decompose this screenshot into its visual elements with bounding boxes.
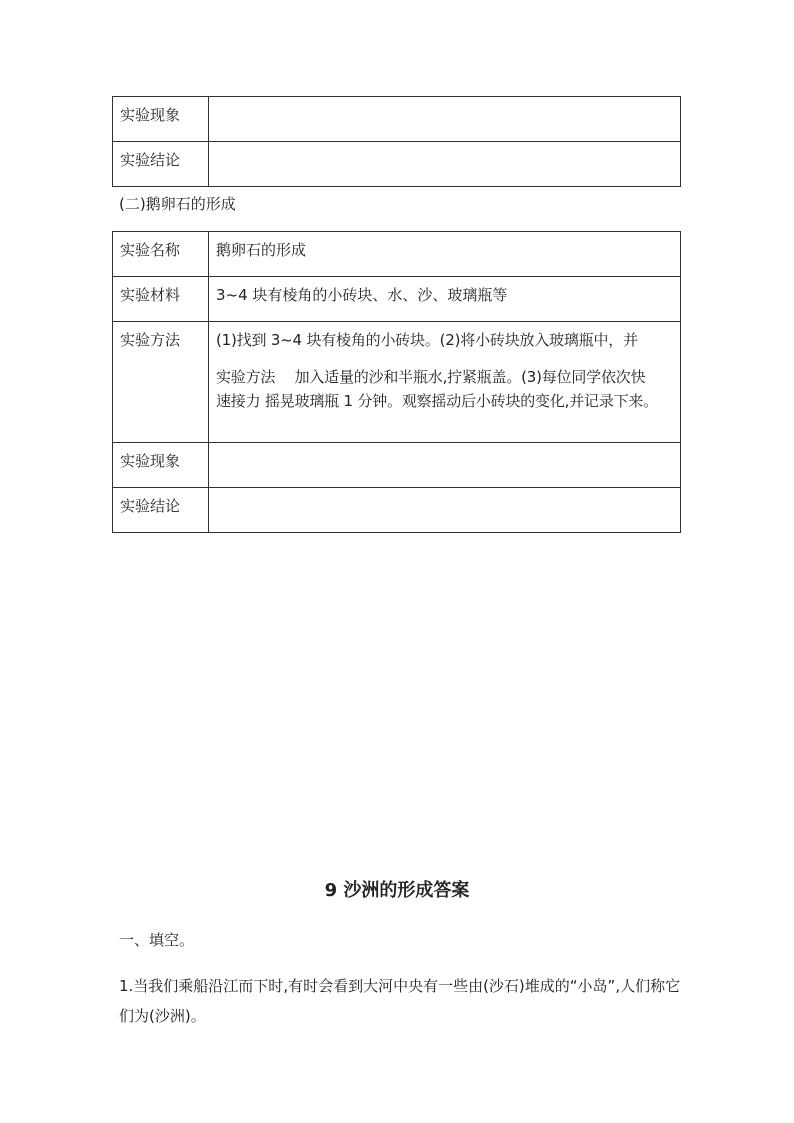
phenomenon-value bbox=[209, 97, 681, 142]
phenomenon-value bbox=[209, 443, 681, 488]
experiment-table-1 bbox=[112, 96, 681, 187]
table-row bbox=[113, 232, 681, 277]
conclusion-value bbox=[209, 488, 681, 533]
answer-title: 9 沙洲的形成答案 bbox=[324, 880, 470, 901]
table-row bbox=[113, 277, 681, 322]
table-row bbox=[113, 488, 681, 533]
answer-paragraph: 1.当我们乘船沿江而下时,有时会看到大河中央有一些由(沙石)堆成的“小岛”,人们称它们为(沙洲)。 bbox=[119, 977, 681, 1025]
conclusion-label: 实验结论 bbox=[113, 488, 209, 533]
phenomenon-label: 实验现象 bbox=[113, 443, 209, 488]
name-value: 鹅卵石的形成 bbox=[209, 232, 681, 277]
table-row bbox=[113, 142, 681, 187]
fill-heading: 一、填空。 bbox=[119, 931, 195, 949]
materials-value: 3~4 块有棱角的小砖块、水、沙、玻璃瓶等 bbox=[209, 277, 681, 322]
experiment-table-2 bbox=[112, 231, 681, 533]
materials-label: 实验材料 bbox=[113, 277, 209, 322]
method-value bbox=[209, 322, 681, 443]
table-row bbox=[113, 443, 681, 488]
method-line-3: 速接力 摇晃玻璃瓶 1 分钟。观察摇动后小砖块的变化,并记录下来。 bbox=[216, 392, 659, 410]
method-line-2: 实验方法 加入适量的沙和半瓶水,拧紧瓶盖。(3)每位同学依次快 bbox=[216, 368, 646, 386]
conclusion-label: 实验结论 bbox=[113, 142, 209, 187]
phenomenon-label: 实验现象 bbox=[113, 97, 209, 142]
table-row bbox=[113, 322, 681, 443]
table-row bbox=[113, 97, 681, 142]
conclusion-value bbox=[209, 142, 681, 187]
section-heading: (二)鹅卵石的形成 bbox=[119, 195, 236, 213]
method-label: 实验方法 bbox=[113, 322, 209, 443]
name-label: 实验名称 bbox=[113, 232, 209, 277]
method-line-1: (1)找到 3~4 块有棱角的小砖块。(2)将小砖块放入玻璃瓶中，并 bbox=[216, 331, 638, 349]
